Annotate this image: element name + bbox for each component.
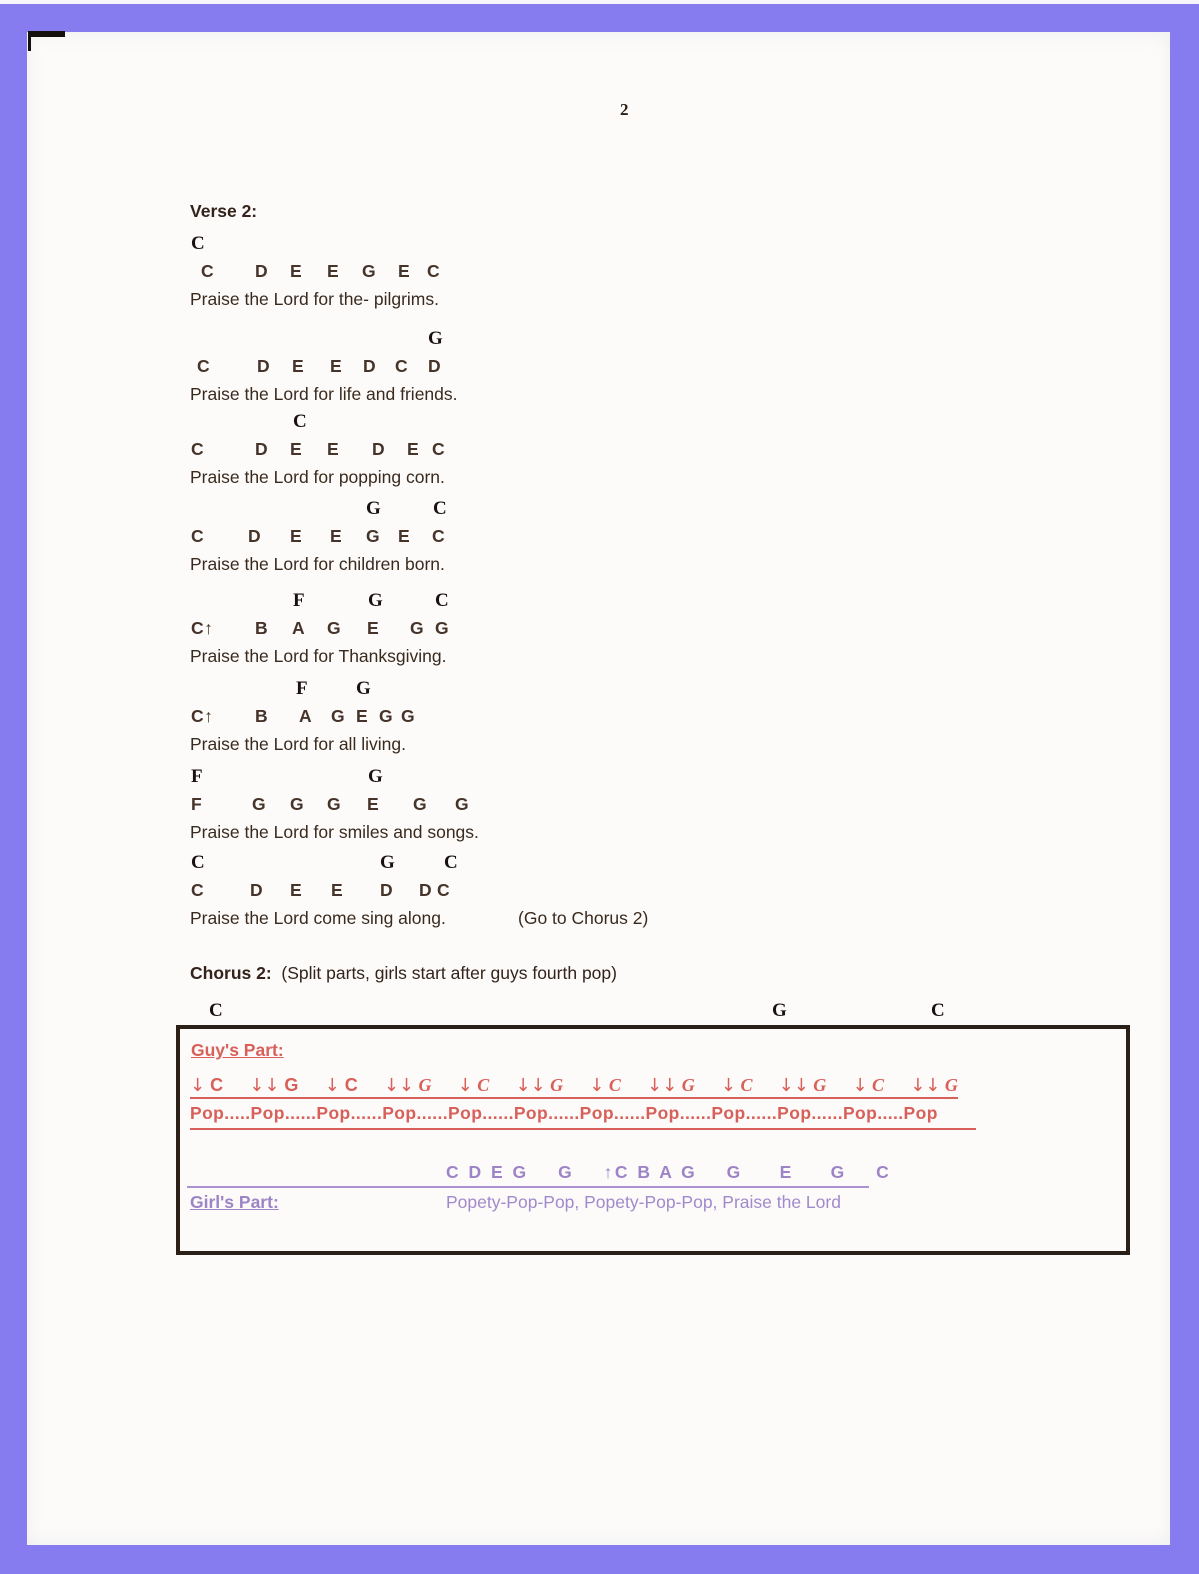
guys-pops-line: Pop.....Pop......Pop......Pop......Pop......Pop......Pop......Pop......Pop......Pop......Pop.....Pop bbox=[190, 1100, 976, 1130]
chorus-chord: C bbox=[209, 1000, 224, 1021]
note-letter: E bbox=[398, 261, 411, 281]
note-letter: C↑ bbox=[191, 618, 214, 638]
girls-lyric-line: Popety-Pop-Pop, Popety-Pop-Pop, Praise the Lord bbox=[446, 1192, 841, 1212]
note-letter: E bbox=[331, 880, 344, 900]
lyric-line: Praise the Lord for smiles and songs. bbox=[190, 822, 479, 842]
chorus-heading: Chorus 2: bbox=[190, 963, 272, 983]
note-letter: E bbox=[292, 356, 305, 376]
note-letter: D bbox=[255, 261, 269, 281]
chord-label: F bbox=[191, 766, 204, 787]
note-letter: E bbox=[327, 261, 340, 281]
strum-group bbox=[384, 1075, 432, 1096]
down-arrows-icon: ↓↓ bbox=[515, 1075, 546, 1096]
strum-chord-letter: C bbox=[339, 1075, 358, 1095]
verse-heading: Verse 2: bbox=[190, 201, 258, 221]
strum-group bbox=[325, 1075, 358, 1096]
chord-label: G bbox=[368, 590, 384, 611]
chord-label: G bbox=[428, 328, 444, 349]
note-letter: E bbox=[327, 439, 340, 459]
note-letter: D bbox=[257, 356, 271, 376]
girls-part-label: Girl's Part: bbox=[190, 1192, 279, 1212]
guys-part-label: Guy's Part: bbox=[191, 1040, 284, 1060]
strum-group bbox=[910, 1075, 958, 1096]
chord-label: C bbox=[293, 411, 308, 432]
go-to-chorus-note: (Go to Chorus 2) bbox=[518, 908, 649, 928]
strum-group bbox=[458, 1075, 490, 1096]
note-letter: D bbox=[248, 526, 262, 546]
note-letter: G bbox=[327, 794, 342, 814]
strum-group bbox=[190, 1075, 223, 1096]
chord-label: F bbox=[293, 590, 306, 611]
note-letter: D bbox=[372, 439, 386, 459]
note-letter: E bbox=[290, 439, 303, 459]
girls-notes-underline bbox=[187, 1150, 892, 1188]
strum-chord-letter: G bbox=[677, 1075, 695, 1095]
strum-chord-letter: G bbox=[940, 1075, 958, 1095]
strum-chord-letter: C bbox=[735, 1075, 753, 1095]
strum-group bbox=[852, 1075, 884, 1096]
chorus-heading-line bbox=[190, 963, 617, 984]
note-letter: C bbox=[432, 439, 446, 459]
note-letter: A bbox=[299, 706, 313, 726]
guys-strum-line bbox=[190, 1066, 958, 1099]
strum-chord-letter: C bbox=[472, 1075, 490, 1095]
chord-label: C bbox=[435, 590, 450, 611]
chorus-heading-note: (Split parts, girls start after guys fourth pop) bbox=[281, 963, 617, 983]
lyric-line: Praise the Lord for children born. bbox=[190, 554, 445, 574]
down-arrows-icon: ↓ bbox=[852, 1075, 868, 1096]
parts-box bbox=[176, 1025, 1130, 1255]
note-letter: E bbox=[290, 261, 303, 281]
note-letter: G bbox=[435, 618, 450, 638]
note-letter: B bbox=[255, 706, 269, 726]
strum-chord-letter: G bbox=[808, 1075, 827, 1095]
down-arrows-icon: ↓ bbox=[324, 1075, 340, 1096]
note-letter: G bbox=[379, 706, 394, 726]
chorus-chord: C bbox=[931, 1000, 946, 1021]
lyric-line: Praise the Lord for Thanksgiving. bbox=[190, 646, 447, 666]
note-letter: D bbox=[380, 880, 394, 900]
scanner-edge-strip bbox=[0, 0, 1199, 4]
note-letter: C bbox=[201, 261, 215, 281]
down-arrows-icon: ↓ bbox=[457, 1075, 473, 1096]
lyric-line: Praise the Lord for the- pilgrims. bbox=[190, 289, 439, 309]
note-letter: G bbox=[252, 794, 267, 814]
note-letter: E bbox=[290, 880, 303, 900]
note-letter: G bbox=[331, 706, 346, 726]
chord-label: C bbox=[444, 852, 459, 873]
note-letter: B bbox=[255, 618, 269, 638]
down-arrows-icon: ↓ bbox=[190, 1075, 206, 1096]
chord-label: C bbox=[191, 233, 206, 254]
lyric-line: Praise the Lord for popping corn. bbox=[190, 467, 445, 487]
page-number: 2 bbox=[620, 100, 629, 119]
note-letter: C bbox=[437, 880, 451, 900]
strum-group bbox=[515, 1075, 563, 1096]
note-letter: G bbox=[362, 261, 377, 281]
chord-label: G bbox=[380, 852, 396, 873]
note-letter: G bbox=[401, 706, 416, 726]
down-arrows-icon: ↓ bbox=[720, 1075, 736, 1096]
lyric-line: Praise the Lord come sing along. bbox=[190, 908, 446, 928]
strum-chord-letter: C bbox=[867, 1075, 885, 1095]
note-letter: E bbox=[367, 794, 380, 814]
down-arrows-icon: ↓↓ bbox=[778, 1075, 809, 1096]
strum-group bbox=[779, 1075, 827, 1096]
down-arrows-icon: ↓↓ bbox=[383, 1075, 415, 1096]
note-letter: E bbox=[330, 356, 343, 376]
note-letter: D bbox=[255, 439, 269, 459]
chorus-heading-spacer bbox=[272, 963, 282, 983]
chord-label: G bbox=[368, 766, 384, 787]
note-letter: A bbox=[292, 618, 306, 638]
strum-group bbox=[249, 1075, 298, 1096]
note-letter: D bbox=[363, 356, 377, 376]
paper-sheet bbox=[27, 32, 1170, 1545]
note-letter: E bbox=[290, 526, 303, 546]
scan-corner-mark bbox=[28, 31, 65, 51]
strum-chord-letter: C bbox=[604, 1075, 621, 1095]
note-letter: G bbox=[366, 526, 381, 546]
strum-chord-letter: G bbox=[279, 1075, 299, 1095]
note-letter: D bbox=[428, 356, 442, 376]
down-arrows-icon: ↓↓ bbox=[910, 1075, 941, 1096]
note-letter: E bbox=[356, 706, 369, 726]
note-letter: C bbox=[191, 526, 205, 546]
chord-label: C bbox=[433, 498, 448, 519]
strum-group bbox=[647, 1075, 695, 1096]
chorus-chord: G bbox=[772, 1000, 788, 1021]
note-letter: C bbox=[427, 261, 441, 281]
strum-chord-letter: G bbox=[414, 1075, 432, 1095]
strum-group bbox=[721, 1075, 753, 1096]
note-letter: C bbox=[395, 356, 409, 376]
strum-chord-letter: G bbox=[545, 1075, 564, 1095]
note-letter: C bbox=[191, 880, 205, 900]
note-letter: C bbox=[432, 526, 446, 546]
down-arrows-icon: ↓ bbox=[589, 1075, 605, 1096]
down-arrows-icon: ↓↓ bbox=[249, 1075, 280, 1096]
note-letter: G bbox=[413, 794, 428, 814]
lyric-line: Praise the Lord for life and friends. bbox=[190, 384, 458, 404]
note-letter: E bbox=[367, 618, 380, 638]
lyric-line: Praise the Lord for all living. bbox=[190, 734, 406, 754]
note-letter: C↑ bbox=[191, 706, 214, 726]
note-letter: G bbox=[455, 794, 470, 814]
strum-chord-letter: C bbox=[205, 1075, 224, 1095]
note-letter: F bbox=[191, 794, 203, 814]
note-letter: G bbox=[327, 618, 342, 638]
chord-label: C bbox=[191, 852, 206, 873]
note-letter: E bbox=[330, 526, 343, 546]
note-letter: G bbox=[410, 618, 425, 638]
girls-notes-line: C D E G G ↑C B A G G E G C bbox=[446, 1162, 892, 1182]
note-letter: C bbox=[191, 439, 205, 459]
note-letter: D bbox=[250, 880, 264, 900]
chord-label: G bbox=[366, 498, 382, 519]
note-letter: G bbox=[290, 794, 305, 814]
note-letter: D bbox=[419, 880, 433, 900]
note-letter: E bbox=[398, 526, 411, 546]
strum-group bbox=[589, 1075, 621, 1096]
note-letter: C bbox=[197, 356, 211, 376]
note-letter: E bbox=[407, 439, 420, 459]
chord-label: G bbox=[356, 678, 372, 699]
chord-label: F bbox=[296, 678, 309, 699]
down-arrows-icon: ↓↓ bbox=[647, 1075, 678, 1096]
